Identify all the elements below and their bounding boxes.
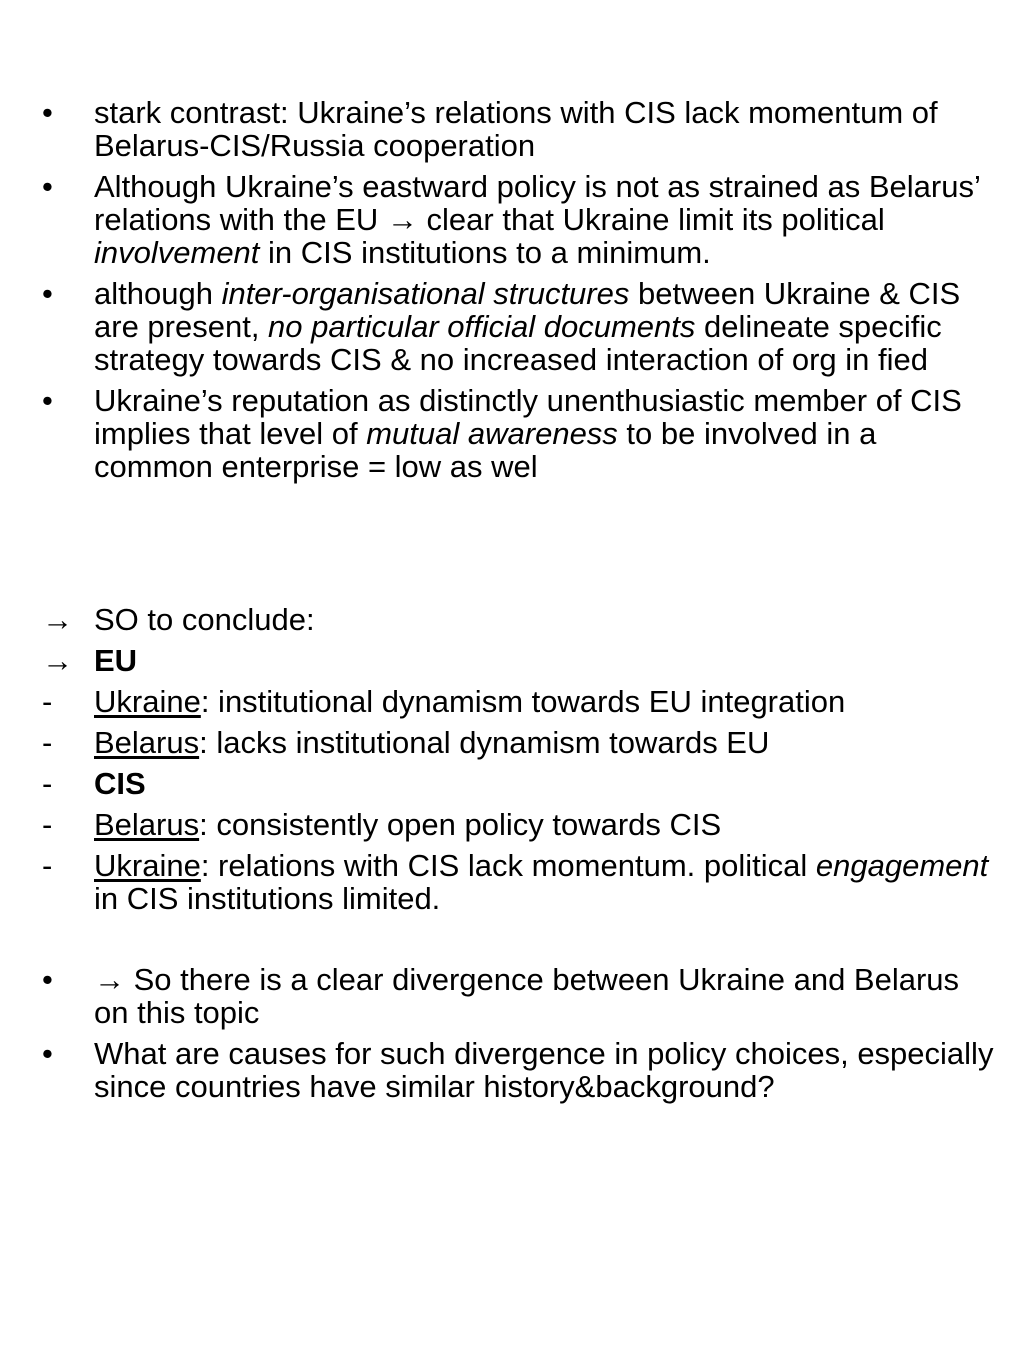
list-item-text <box>94 808 994 841</box>
list-item-text <box>94 1037 994 1103</box>
underlined-term: Ukraine <box>94 684 201 719</box>
list-item <box>0 277 1024 376</box>
text-run: stark contrast: Ukraine’s relations with CIS lack momentum of Belarus-CIS/Russia cooperation <box>94 95 938 163</box>
bullet-icon: • <box>42 1036 53 1071</box>
emphasis-text: no particular official documents <box>268 309 696 344</box>
list-item <box>0 170 1024 269</box>
list-item-text <box>94 849 994 915</box>
bullet-icon: • <box>42 383 53 418</box>
dash-marker: - <box>42 684 53 719</box>
list-item-text <box>94 170 994 269</box>
text-run: : consistently open policy towards CIS <box>199 807 722 842</box>
list-item-text <box>94 963 994 1029</box>
list-item <box>0 808 1024 841</box>
text-run: although <box>94 276 222 311</box>
list-item-text <box>94 603 994 636</box>
dash-marker: - <box>42 725 53 760</box>
emphasis-text: → <box>386 202 418 237</box>
list-item-text <box>94 767 994 800</box>
bold-heading: CIS <box>94 766 146 801</box>
list-item <box>0 603 1024 636</box>
emphasis-text: engagement <box>815 848 989 883</box>
text-run: : institutional dynamism towards EU integration <box>200 684 846 719</box>
text-run: between Ukraine & CIS are present, <box>94 276 961 344</box>
dash-marker: - <box>42 807 53 842</box>
text-run: in CIS institutions limited. <box>94 881 441 916</box>
text-run: to be involved in a common enterprise = low as wel <box>94 416 877 484</box>
list-item <box>0 726 1024 759</box>
emphasis-text: involvement <box>94 235 260 270</box>
dash-marker: - <box>42 848 53 883</box>
text-run: : relations with CIS lack momentum. political <box>200 848 816 883</box>
list-item <box>0 767 1024 800</box>
bold-heading: EU <box>94 643 138 678</box>
dash-marker: - <box>42 766 53 801</box>
text-run: clear that Ukraine limit its political <box>417 202 885 237</box>
divergence-bullet-list <box>0 963 1024 1111</box>
text-run: Ukraine’s reputation as distinctly unenthusiastic member of CIS implies that level of <box>94 383 962 451</box>
emphasis-text: inter-organisational structures <box>221 276 630 311</box>
list-item <box>0 644 1024 677</box>
list-item <box>0 1037 1024 1103</box>
list-item <box>0 384 1024 483</box>
bullet-icon: • <box>42 169 53 204</box>
list-item <box>0 849 1024 915</box>
bullet-icon: • <box>42 95 53 130</box>
bullet-icon: • <box>42 962 53 997</box>
list-item-text <box>94 384 994 483</box>
text-run: → So there is a clear divergence between Ukraine and Belarus on this topic <box>94 962 960 1030</box>
text-run: What are causes for such divergence in policy choices, especially since countries have similar history&background? <box>94 1036 994 1104</box>
text-run: SO to conclude: <box>94 602 315 637</box>
list-item-text <box>94 96 994 162</box>
underlined-term: Belarus <box>94 725 200 760</box>
text-run: delineate specific strategy towards CIS & no increased interaction of org in fied <box>94 309 942 377</box>
list-item <box>0 685 1024 718</box>
list-item-text <box>94 277 994 376</box>
text-run: : lacks institutional dynamism towards EU <box>199 725 770 760</box>
list-item-text <box>94 644 994 677</box>
analysis-bullet-list <box>0 96 1024 491</box>
arrow-right-icon: → <box>42 602 73 637</box>
text-run: in CIS institutions to a minimum. <box>259 235 711 270</box>
conclusion-list <box>0 603 1024 923</box>
list-item-text <box>94 726 994 759</box>
underlined-term: Belarus <box>94 807 200 842</box>
underlined-term: Ukraine <box>94 848 201 883</box>
list-item-text <box>94 685 994 718</box>
arrow-right-icon: → <box>42 643 73 678</box>
list-item <box>0 963 1024 1029</box>
text-run: Although Ukraine’s eastward policy is not as strained as Belarus’ relations with the EU <box>94 169 980 237</box>
bullet-icon: • <box>42 276 53 311</box>
list-item <box>0 96 1024 162</box>
emphasis-text: mutual awareness <box>366 416 618 451</box>
